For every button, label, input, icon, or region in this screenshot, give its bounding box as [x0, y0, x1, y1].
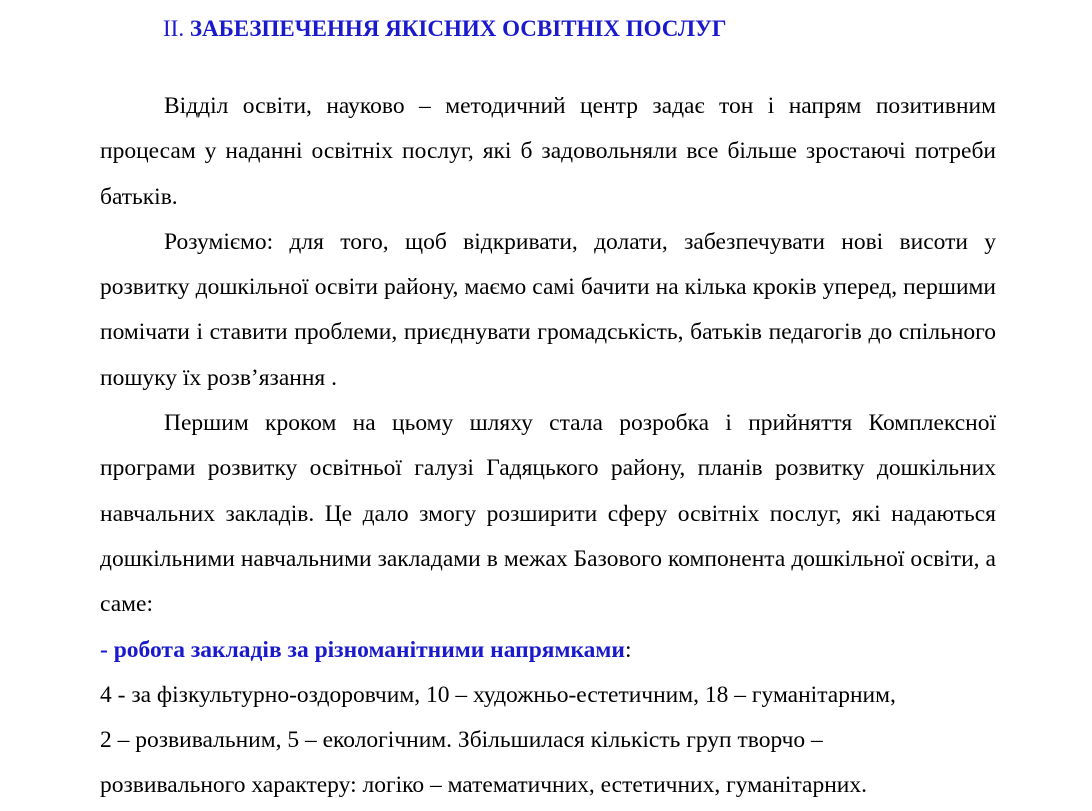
list-heading [100, 628, 996, 673]
section-title: ЗАБЕЗПЕЧЕННЯ ЯКІСНИХ ОСВІТНІХ ПОСЛУГ [189, 16, 727, 41]
paragraph-first-step: Першим кроком на цьому шляху стала розробка і прийняття Комплексної програми розвитку освітньої галузі Гадяцького району, планів розвитку дошкільних навчальних закладів. Це дало змогу розширити сферу освітніх послуг, які надаються дошкільними навчальними закладами в межах Базового компонента дошкільної освіти, а саме: [100, 410, 996, 618]
paragraph-understanding: Розуміємо: для того, щоб відкривати, долати, забезпечувати нові висоти у розвитку дошкільної освіти району, маємо самі бачити на кілька кроків уперед, першими помічати і ставити проблеми, приєднувати громадськість, батьків педагогів до спільного пошуку їх розв’язання . [100, 228, 996, 391]
list-line: 4 - за фізкультурно-оздоровчим, 10 – художньо-естетичним, 18 – гуманітарним, [100, 681, 896, 708]
paragraph-education-department: Відділ освіти, науково – методичний центр задає тон і напрям позитивним процесам у наданні освітніх послуг, які б задовольняли все більше зростаючі потреби батьків. [100, 93, 996, 210]
section-number: II. [163, 16, 185, 41]
document-body [100, 84, 996, 809]
list-heading-colon: : [624, 636, 632, 663]
list-heading-text: - робота закладів за різноманітними напрямками [100, 636, 625, 663]
list-line: розвивального характеру: логіко – математичних, естетичних, гуманітарних. [100, 772, 867, 799]
section-heading [163, 14, 727, 44]
list-line: 2 – розвивальним, 5 – екологічним. Збільшилася кількість груп творчо – [100, 727, 823, 754]
